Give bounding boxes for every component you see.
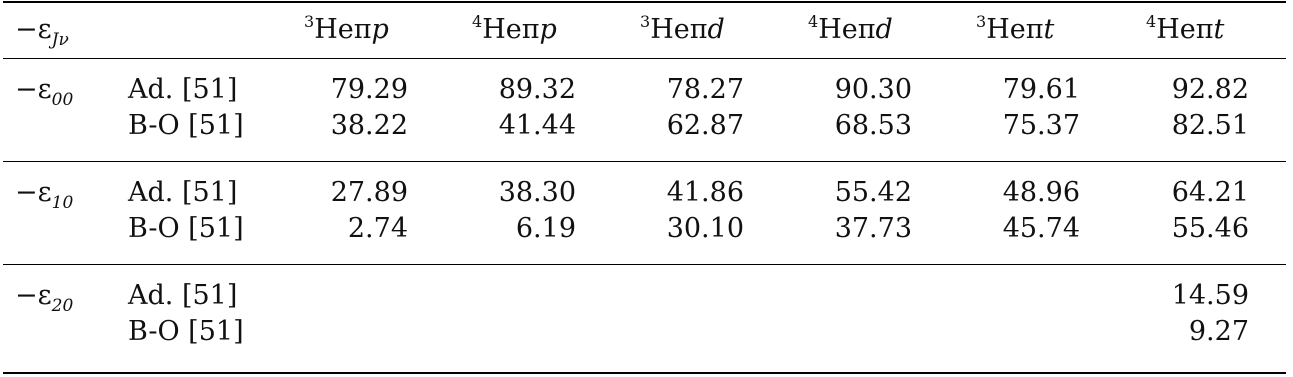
value-cell: 14.59 bbox=[1171, 280, 1249, 311]
group-label-main: −ε bbox=[15, 74, 52, 105]
value-cell: 68.53 bbox=[834, 110, 912, 141]
value-cell: 27.89 bbox=[330, 177, 408, 208]
column-header-particle: t bbox=[1213, 14, 1225, 45]
column-header bbox=[976, 13, 1054, 50]
header-label-main: −ε bbox=[15, 14, 52, 45]
value-cell: 64.21 bbox=[1171, 177, 1249, 208]
value-cell: 82.51 bbox=[1171, 110, 1249, 141]
value-cell: 75.37 bbox=[1002, 110, 1080, 141]
value-cell: 79.29 bbox=[330, 74, 408, 105]
value-cell: 41.44 bbox=[498, 110, 576, 141]
value-cell: 48.96 bbox=[1002, 177, 1080, 208]
column-header-particle: d bbox=[707, 14, 725, 45]
method-label: Ad. [51] bbox=[128, 280, 238, 311]
group-label bbox=[15, 279, 73, 316]
group-label-main: −ε bbox=[15, 177, 52, 208]
isotope-superscript: 3 bbox=[976, 12, 987, 31]
isotope-superscript: 3 bbox=[304, 12, 315, 31]
value-cell: 9.27 bbox=[1188, 316, 1249, 347]
column-header bbox=[640, 13, 725, 50]
isotope-superscript: 3 bbox=[640, 12, 651, 31]
column-header-main: Heπ bbox=[818, 14, 876, 45]
value-cell: 92.82 bbox=[1171, 74, 1249, 105]
header-bottom-rule bbox=[3, 58, 1286, 59]
method-label: Ad. [51] bbox=[128, 74, 238, 105]
isotope-superscript: 4 bbox=[808, 12, 819, 31]
isotope-superscript: 4 bbox=[1146, 12, 1157, 31]
table-bottom-rule bbox=[3, 372, 1286, 374]
value-cell: 30.10 bbox=[666, 213, 744, 244]
column-header bbox=[472, 13, 557, 50]
isotope-superscript: 4 bbox=[472, 12, 483, 31]
value-cell: 2.74 bbox=[347, 213, 408, 244]
value-cell: 45.74 bbox=[1002, 213, 1080, 244]
group-label-main: −ε bbox=[15, 280, 52, 311]
value-cell: 55.46 bbox=[1171, 213, 1249, 244]
value-cell: 38.30 bbox=[498, 177, 576, 208]
method-label: B-O [51] bbox=[128, 110, 244, 141]
group-label-subscript: 20 bbox=[51, 296, 74, 316]
value-cell: 41.86 bbox=[666, 177, 744, 208]
value-cell: 55.42 bbox=[834, 177, 912, 208]
value-cell: 89.32 bbox=[498, 74, 576, 105]
value-cell: 6.19 bbox=[515, 213, 576, 244]
method-label: Ad. [51] bbox=[128, 177, 238, 208]
table-top-rule bbox=[3, 1, 1286, 3]
column-header bbox=[304, 13, 389, 50]
column-header-particle: d bbox=[875, 14, 893, 45]
value-cell: 62.87 bbox=[666, 110, 744, 141]
group-label bbox=[15, 176, 73, 213]
value-cell: 78.27 bbox=[666, 74, 744, 105]
value-cell: 79.61 bbox=[1002, 74, 1080, 105]
column-header-main: Heπ bbox=[1156, 14, 1214, 45]
group-label-subscript: 10 bbox=[51, 193, 74, 213]
column-header-main: Heπ bbox=[986, 14, 1044, 45]
column-header-main: Heπ bbox=[482, 14, 540, 45]
column-header-particle: p bbox=[371, 14, 389, 45]
value-cell: 37.73 bbox=[834, 213, 912, 244]
value-cell: 90.30 bbox=[834, 74, 912, 105]
group-label bbox=[15, 73, 73, 110]
column-header-main: Heπ bbox=[650, 14, 708, 45]
method-label: B-O [51] bbox=[128, 316, 244, 347]
group-separator-rule bbox=[3, 264, 1286, 265]
method-label: B-O [51] bbox=[128, 213, 244, 244]
header-label-subscript: Jν bbox=[51, 30, 69, 50]
group-separator-rule bbox=[3, 161, 1286, 162]
column-header-particle: p bbox=[539, 14, 557, 45]
column-header bbox=[1146, 13, 1224, 50]
header-label bbox=[15, 13, 69, 50]
column-header bbox=[808, 13, 893, 50]
group-label-subscript: 00 bbox=[51, 90, 74, 110]
column-header-main: Heπ bbox=[314, 14, 372, 45]
value-cell: 38.22 bbox=[330, 110, 408, 141]
column-header-particle: t bbox=[1043, 14, 1055, 45]
